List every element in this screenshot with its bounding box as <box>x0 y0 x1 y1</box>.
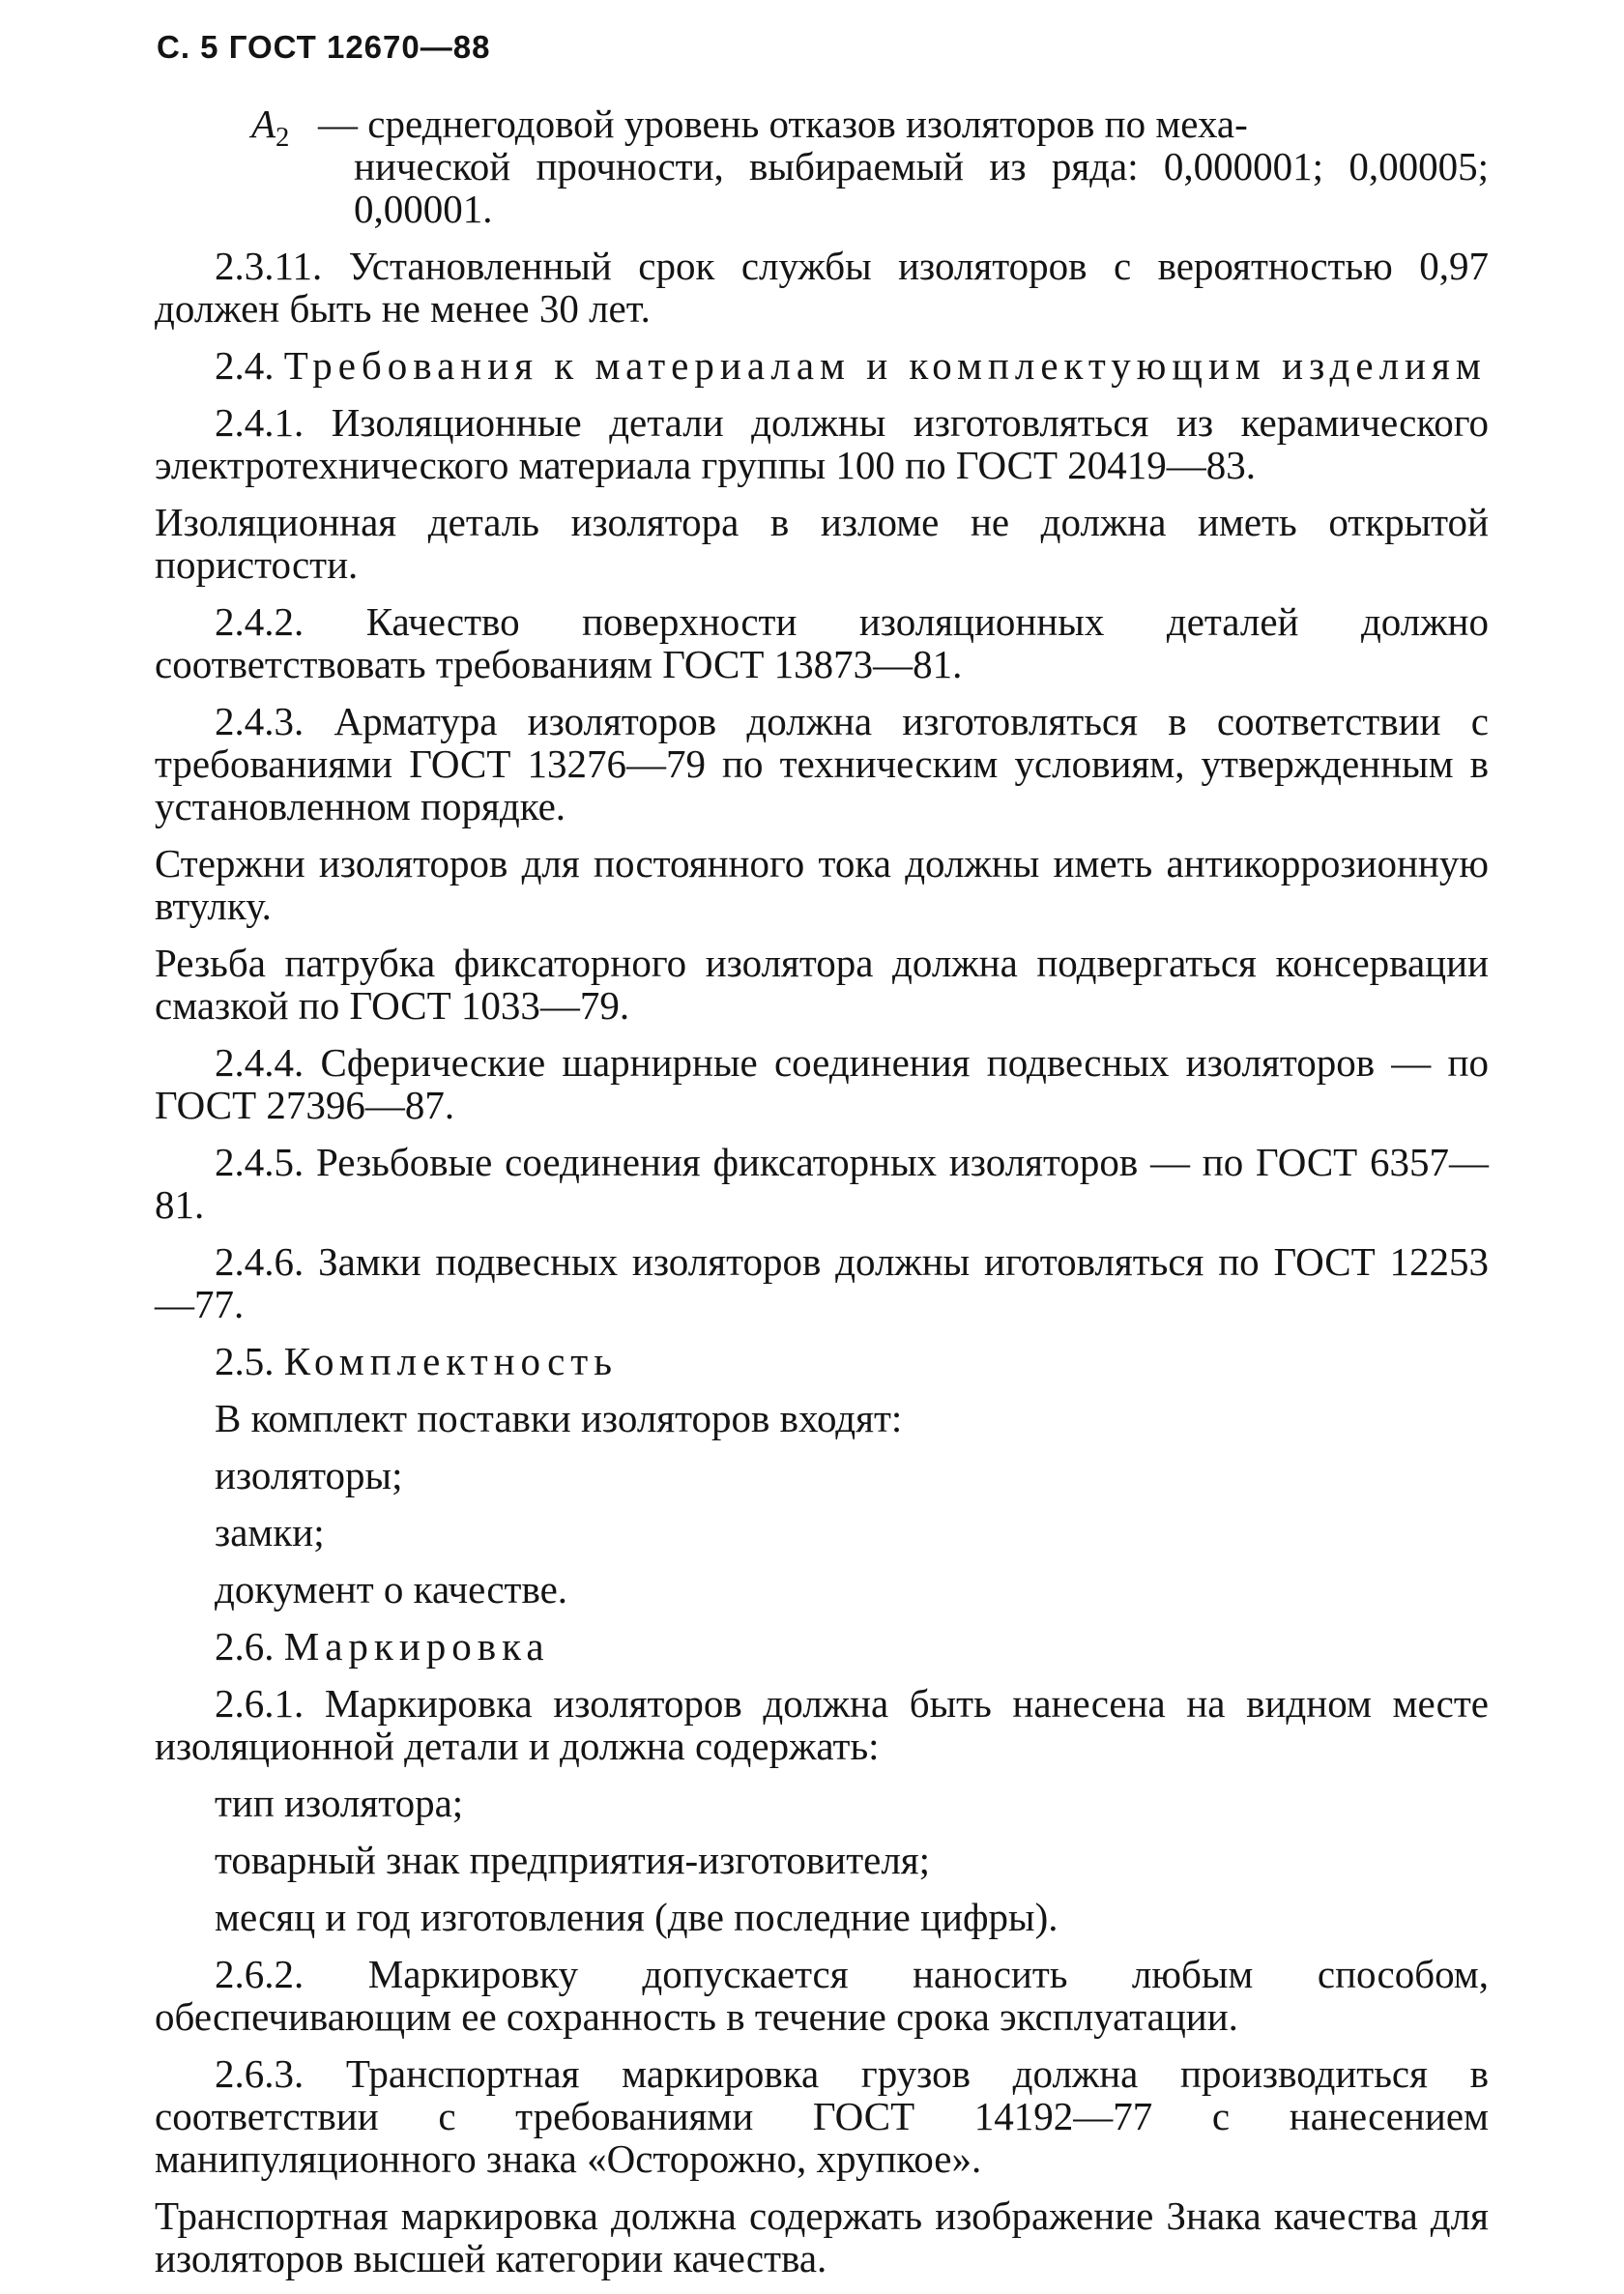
document-page <box>155 29 1489 2294</box>
page-header: С. 5 ГОСТ 12670—88 <box>157 29 491 65</box>
paragraph-2-4-1: 2.4.1. Изоляционные детали должны изготовляться из керамического электротехнического материала группы 100 по ГОСТ 20419—83. <box>155 400 1489 487</box>
list-item-locks: замки; <box>215 1510 325 1554</box>
list-item-insulators: изоляторы; <box>215 1453 403 1497</box>
section-2-5-title: Комплектность <box>283 1339 618 1383</box>
section-2-4-number: 2.4. <box>215 343 275 388</box>
section-2-6-title: Маркировка <box>283 1624 550 1669</box>
paragraph-2-4-5: 2.4.5. Резьбовые соединения фиксаторных изоляторов — по ГОСТ 6357—81. <box>155 1140 1489 1227</box>
definition-term <box>251 102 289 159</box>
section-2-4-heading <box>155 344 1489 387</box>
definition-rest: нической прочности, выбираемый из ряда: 0,000001; 0,00005; 0,00001. <box>354 144 1489 231</box>
definition-a2 <box>155 102 1489 230</box>
paragraph-2-4-3-c: Резьба патрубка фиксаторного изолятора должна подвергаться консервации смазкой по ГОСТ 1033—79. <box>155 941 1489 1028</box>
paragraph-2-4-6: 2.4.6. Замки подвесных изоляторов должны иготовляться по ГОСТ 12253—77. <box>155 1239 1489 1326</box>
paragraph-2-6-2: 2.6.2. Маркировку допускается наносить любым способом, обеспечивающим ее сохранность в течение срока эксплуатации. <box>155 1952 1489 2039</box>
paragraph-2-4-3: 2.4.3. Арматура изоляторов должна изготовляться в соответствии с требованиями ГОСТ 13276—79 по техническим условиям, утвержденным в установленном порядке. <box>155 699 1489 828</box>
paragraph-2-4-2: 2.4.2. Качество поверхности изоляционных деталей должно соответствовать требованиям ГОСТ 13873—81. <box>155 599 1489 686</box>
definition-text <box>318 102 1489 145</box>
paragraph-2-3-11: 2.3.11. Установленный срок службы изоляторов с вероятностью 0,97 должен быть не менее 30 лет. <box>155 244 1489 331</box>
paragraph-2-4-4: 2.4.4. Сферические шарнирные соединения подвесных изоляторов — по ГОСТ 27396—87. <box>155 1040 1489 1127</box>
section-2-6-heading <box>155 1625 1489 1668</box>
paragraph-2-6-3-b: Транспортная маркировка должна содержать изображение Знака качества для изоляторов высшей категории качества. <box>155 2193 1489 2280</box>
paragraph-2-6-3: 2.6.3. Транспортная маркировка грузов должна производиться в соответствии с требованиями ГОСТ 14192—77 с нанесением манипуляционного знака «Осторожно, хрупкое». <box>155 2051 1489 2181</box>
definition-term-subscript: 2 <box>276 122 290 154</box>
list-item-document: документ о качестве. <box>215 1567 568 1612</box>
section-2-4-title: Требования к материалам и комплектующим изделиям <box>283 343 1487 388</box>
section-2-6-number: 2.6. <box>215 1624 275 1669</box>
document-body <box>155 102 1489 2279</box>
definition-term-letter: A <box>251 102 276 146</box>
list-intro: В комплект поставки изоляторов входят: <box>215 1396 903 1440</box>
definition-line1: среднегодовой уровень отказов изоляторов по меха- <box>367 102 1248 146</box>
list-item-trademark: товарный знак предприятия-изготовителя; <box>215 1838 931 1882</box>
paragraph-2-4-1-b: Изоляционная деталь изолятора в изломе не должна иметь открытой пористости. <box>155 500 1489 587</box>
list-item-type: тип изолятора; <box>215 1781 464 1825</box>
paragraph-2-6-1: 2.6.1. Маркировка изоляторов должна быть нанесена на видном месте изоляционной детали и должна содержать: <box>155 1681 1489 1768</box>
definition-dash: — <box>318 102 368 146</box>
paragraph-2-4-3-b: Стержни изоляторов для постоянного тока должны иметь антикоррозионную втулку. <box>155 841 1489 928</box>
list-item-date: месяц и год изготовления (две последние цифры). <box>215 1895 1058 1939</box>
section-2-5-heading <box>155 1340 1489 1382</box>
section-2-5-number: 2.5. <box>215 1339 275 1383</box>
